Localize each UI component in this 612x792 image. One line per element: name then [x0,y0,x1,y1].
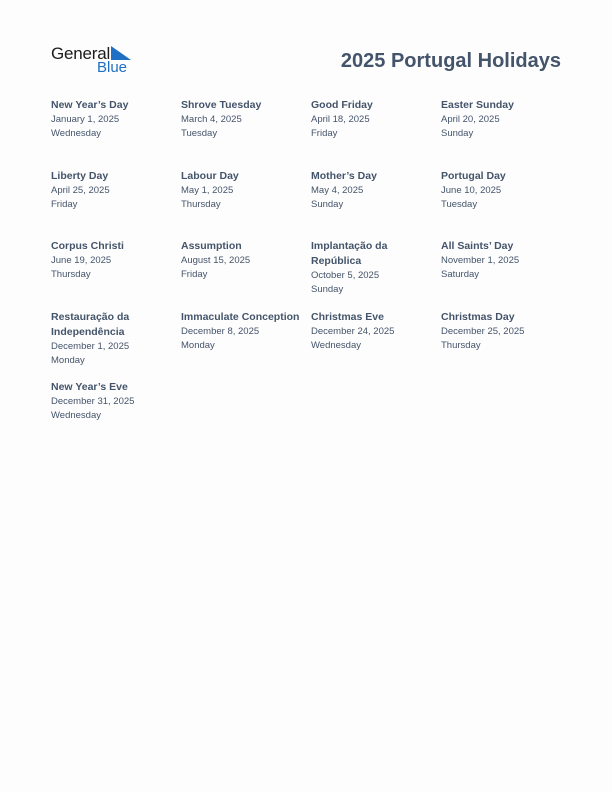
holiday-name: Restauração da Independência [51,310,130,338]
holiday-date: April 18, 2025 [311,114,370,125]
holiday-date: May 1, 2025 [181,184,234,196]
holiday-date: April 25, 2025 [51,184,110,196]
holiday-name: Implantação da República [311,240,388,267]
holiday-date: March 4, 2025 [181,114,242,125]
holiday-name: Corpus Christi [51,240,124,252]
holiday-weekday: Saturday [441,269,480,280]
blue-triangle-flag-icon [111,46,131,60]
holiday-date: June 10, 2025 [441,184,502,196]
holiday-item [441,310,571,381]
holiday-name: All Saints’ Day [441,240,514,252]
holiday-name: Immaculate Conception [181,310,300,323]
holiday-weekday: Thursday [51,269,91,280]
holiday-list [51,98,571,451]
holiday-date: October 5, 2025 [311,270,380,281]
holiday-weekday: Tuesday [181,128,218,139]
logo-word-general: General [51,44,111,63]
holiday-date: December 25, 2025 [441,325,525,337]
holiday-name: Liberty Day [51,169,109,182]
holiday-weekday: Thursday [181,198,221,210]
holiday-item [51,310,181,381]
holiday-item [311,169,441,240]
holiday-item [441,98,571,169]
generalblue-logo [51,44,133,78]
holiday-date: May 4, 2025 [311,184,364,196]
holiday-item [181,169,311,240]
holiday-weekday: Tuesday [441,198,478,210]
holiday-weekday: Wednesday [51,410,101,421]
holiday-name: Good Friday [311,99,373,111]
holiday-date: December 24, 2025 [311,325,395,337]
holiday-weekday: Sunday [441,128,474,139]
holiday-name: New Year’s Eve [51,381,128,393]
holiday-date: January 1, 2025 [51,114,120,125]
holiday-weekday: Friday [311,128,338,139]
holiday-name: Easter Sunday [441,99,514,111]
holiday-date: December 8, 2025 [181,325,260,337]
holiday-weekday: Wednesday [51,128,101,139]
holiday-name: Shrove Tuesday [181,99,262,111]
holiday-name: Christmas Day [441,310,515,323]
page-title: 2025 Portugal Holidays [340,50,561,72]
holiday-weekday: Sunday [311,284,344,295]
holiday-item [311,98,441,169]
holiday-item [51,169,181,240]
holiday-name: Portugal Day [441,169,506,182]
holiday-name: Assumption [181,240,242,252]
holiday-date: August 15, 2025 [181,255,251,266]
holiday-item [51,239,181,310]
holiday-weekday: Friday [51,198,78,210]
holiday-name: New Year’s Day [51,99,129,111]
holiday-name: Mother’s Day [311,169,377,182]
holiday-weekday: Monday [181,339,215,351]
holiday-item [181,310,311,381]
holiday-item [311,239,441,310]
holiday-date: April 20, 2025 [441,114,500,125]
holiday-name: Labour Day [181,169,239,182]
holiday-item [51,98,181,169]
holiday-item [181,98,311,169]
holiday-item [181,239,311,310]
holiday-date: June 19, 2025 [51,255,112,266]
holiday-item [441,169,571,240]
holiday-weekday: Sunday [311,198,344,210]
holiday-weekday: Thursday [441,339,481,351]
holiday-date: November 1, 2025 [441,255,520,266]
holiday-weekday: Friday [181,269,208,280]
holiday-item [441,239,571,310]
holiday-weekday: Monday [51,354,85,366]
holiday-date: December 31, 2025 [51,396,135,407]
holiday-item [51,380,181,451]
holiday-name: Christmas Eve [311,310,384,323]
holiday-date: December 1, 2025 [51,340,130,352]
holiday-weekday: Wednesday [311,339,361,351]
holiday-item [311,310,441,381]
logo-word-blue: Blue [97,59,128,76]
